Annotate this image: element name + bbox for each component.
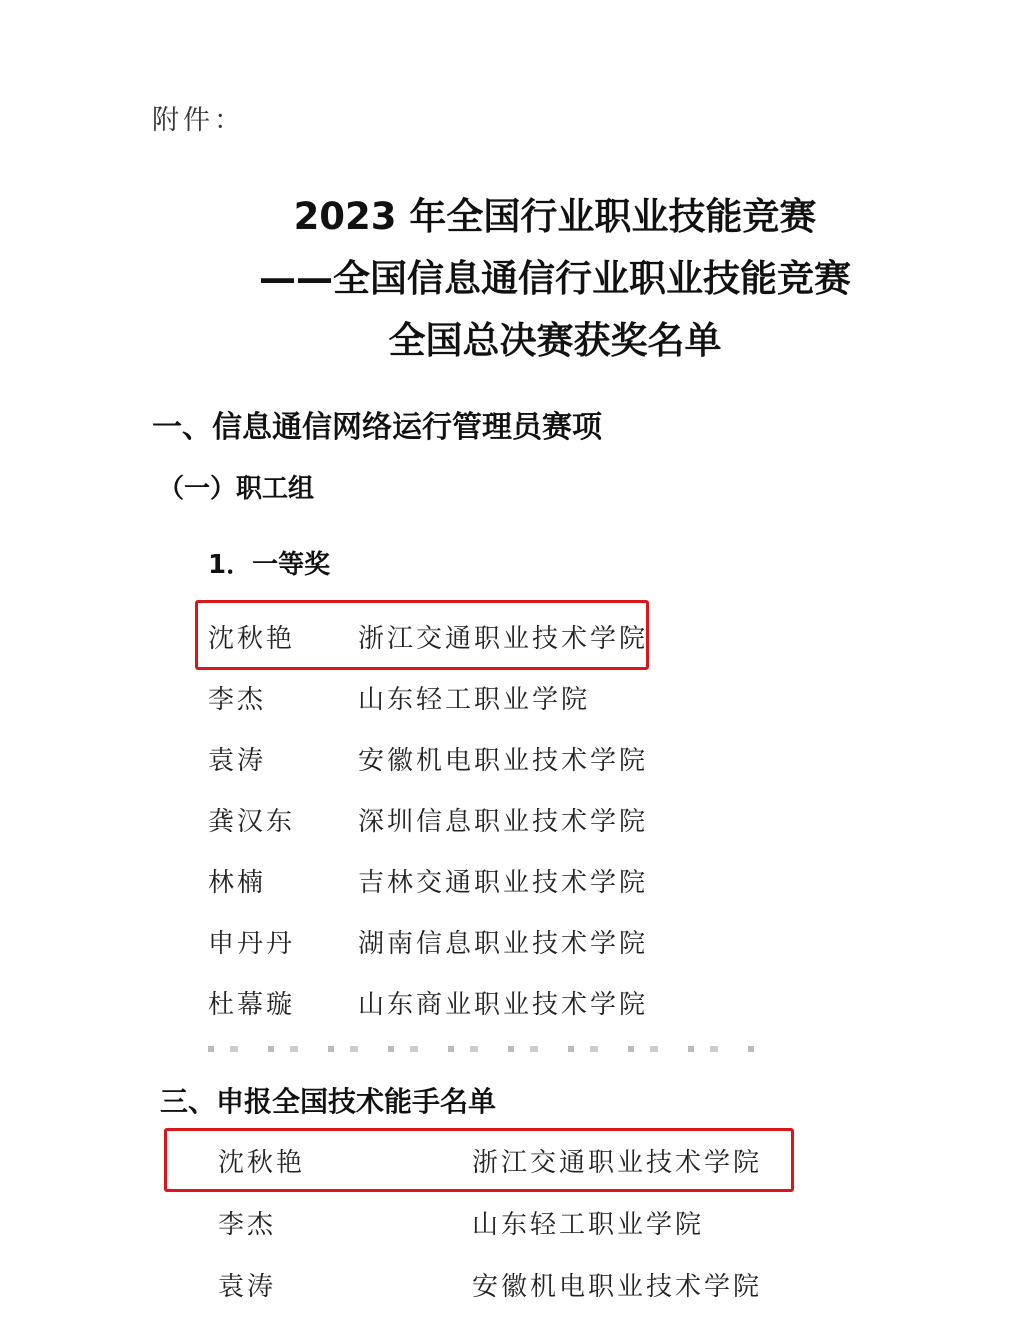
attachment-label: 附件： <box>152 105 245 136</box>
list-item-name: 袁涛 <box>218 1272 277 1302</box>
list-item-org: 山东轻工职业学院 <box>358 685 591 715</box>
list-item-name: 申丹丹 <box>208 929 296 959</box>
list-item-name: 李杰 <box>218 1210 277 1240</box>
highlight-box <box>164 1128 794 1192</box>
list-item-name: 袁涛 <box>208 746 267 776</box>
list-item-org: 浙江交通职业技术学院 <box>358 624 649 654</box>
group-heading: （一）职工组 <box>158 474 315 504</box>
list-item-org: 湖南信息职业技术学院 <box>358 929 649 959</box>
highlight-box <box>195 600 649 670</box>
list-item-name: 李杰 <box>208 685 267 715</box>
list-item-name: 龚汉东 <box>208 807 296 837</box>
list-item-org: 深圳信息职业技术学院 <box>358 807 649 837</box>
list-item-org: 山东商业职业技术学院 <box>358 990 649 1020</box>
cropped-text-fragment <box>208 1046 768 1052</box>
list-item-name: 沈秋艳 <box>208 624 296 654</box>
list-item-name: 沈秋艳 <box>218 1148 306 1178</box>
document-title-line1: 2023 年全国行业职业技能竞赛 <box>293 195 817 238</box>
list-item-org: 山东轻工职业学院 <box>472 1210 705 1240</box>
list-item-org: 安徽机电职业技术学院 <box>472 1272 763 1302</box>
award-heading: 1．一等奖 <box>208 550 331 580</box>
list-item-org: 吉林交通职业技术学院 <box>358 868 649 898</box>
list-item-org: 浙江交通职业技术学院 <box>472 1148 763 1178</box>
list-item-name: 林楠 <box>208 868 267 898</box>
section1-heading: 一、信息通信网络运行管理员赛项 <box>152 410 602 445</box>
list-item-org: 安徽机电职业技术学院 <box>358 746 649 776</box>
section3-heading: 三、申报全国技术能手名单 <box>160 1085 497 1118</box>
document-title-line3: 全国总决赛获奖名单 <box>388 319 722 362</box>
list-item-name: 杜幕璇 <box>208 990 296 1020</box>
document-title-line2: ——全国信息通信行业职业技能竞赛 <box>259 257 851 300</box>
